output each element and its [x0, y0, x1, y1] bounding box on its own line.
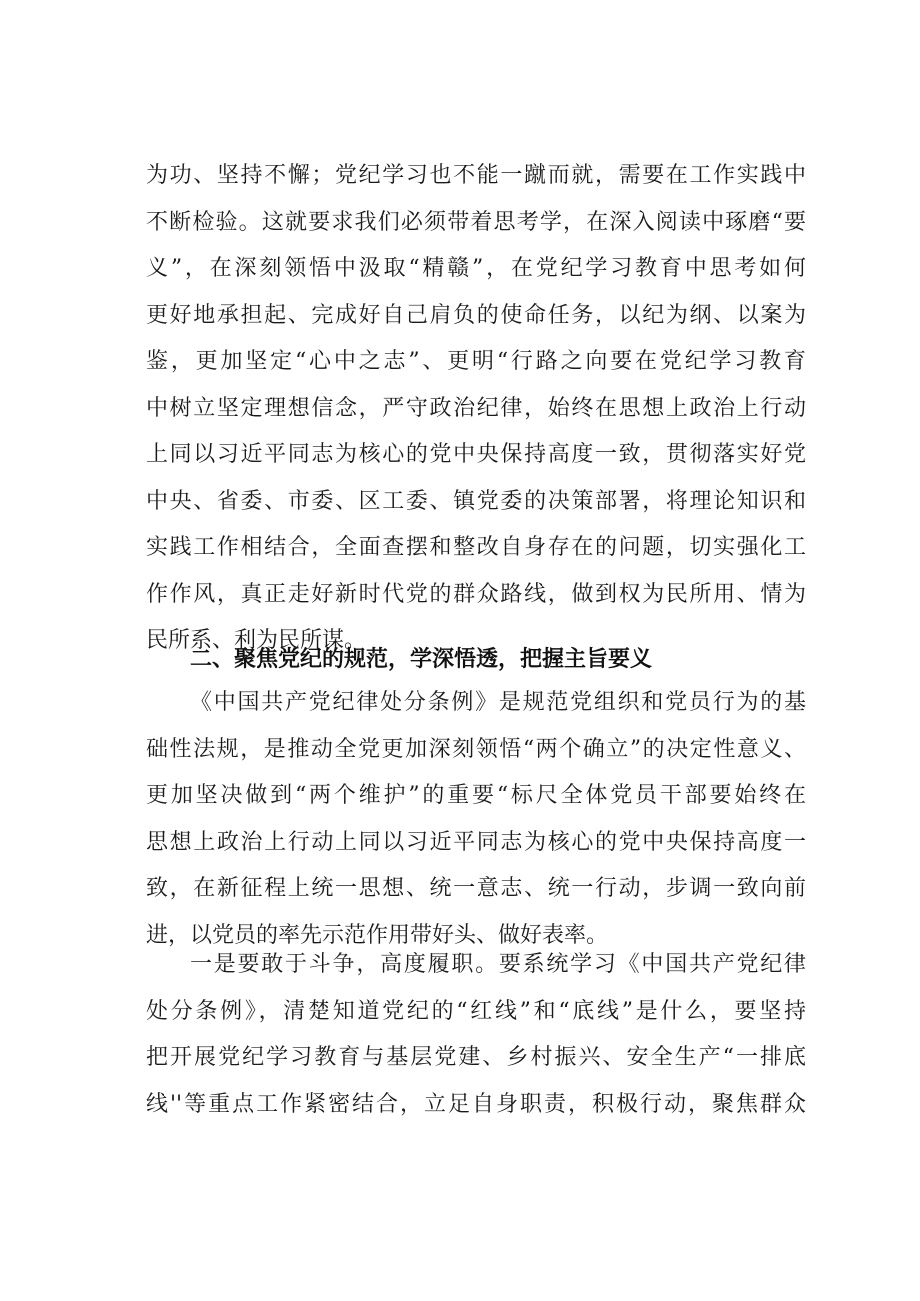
- paragraph-3-line: 处分条例》，清楚知道党纪的“红线”和“底线”是什么，要坚持: [146, 998, 806, 1024]
- paragraph-3-line: 线''等重点工作紧密结合，立足自身职责，积极行动，聚焦群众: [146, 1091, 806, 1117]
- paragraph-1-line: 民所系、利为民所谋。: [146, 628, 367, 653]
- paragraph-1-line: 中央、省委、市委、区工委、镇党委的决策部署，将理论知识和: [146, 488, 806, 514]
- paragraph-2-line: 础性法规，是推动全党更加深刻领悟“两个确立”的决定性意义、: [146, 736, 806, 762]
- paragraph-2-line: 更加坚决做到“两个维护”的重要“标尺全体党员干部要始终在: [146, 783, 806, 808]
- paragraph-1-line: 义”，在深刻领悟中汲取“精赣”，在党纪学习教育中思考如何: [146, 256, 806, 281]
- paragraph-2-line: 《中国共产党纪律处分条例》是规范党组织和党员行为的基: [190, 690, 806, 715]
- paragraph-1-line: 更好地承担起、完成好自己肩负的使命任务，以纪为纲、以案为: [146, 302, 806, 328]
- paragraph-2: [146, 680, 806, 959]
- paragraph-2-line: 思想上政治上行动上同以习近平同志为核心的党中央保持高度一: [146, 829, 806, 855]
- paragraph-1-line: 上同以习近平同志为核心的党中央保持高度一致，贯彻落实好党: [146, 442, 806, 467]
- paragraph-2-line: 进，以党员的率先示范作用带好头、做好表率。: [146, 922, 609, 948]
- paragraph-1-line: 鉴，更加坚定“心中之志”、更明“行路之向要在党纪学习教育: [146, 349, 806, 374]
- paragraph-1-line: 中树立坚定理想信念，严守政治纪律，始终在思想上政治上行动: [146, 395, 806, 421]
- paragraph-3-line: 一是要敢于斗争，高度履职。要系统学习《中国共产党纪律: [190, 952, 806, 977]
- paragraph-1: [146, 153, 806, 665]
- paragraph-2-line: 致，在新征程上统一思想、统一意志、统一行动，步调一致向前: [146, 876, 806, 901]
- paragraph-3-line: 把开展党纪学习教育与基层党建、乡村振兴、安全生产“一排底: [146, 1045, 806, 1070]
- paragraph-1-line: 为功、坚持不懈；党纪学习也不能一蹴而就，需要在工作实践中: [146, 163, 806, 188]
- paragraph-1-line: 不断检验。这就要求我们必须带着思考学，在深入阅读中琢磨“要: [146, 209, 806, 235]
- paragraph-3: [146, 942, 806, 1128]
- paragraph-1-line: 作作风，真正走好新时代党的群众路线，做到权为民所用、情为: [146, 581, 806, 607]
- section-heading: 二、聚焦党纪的规范，学深悟透，把握主旨要义: [190, 647, 653, 672]
- paragraph-1-line: 实践工作相结合，全面查摆和整改自身存在的问题，切实强化工: [146, 535, 806, 560]
